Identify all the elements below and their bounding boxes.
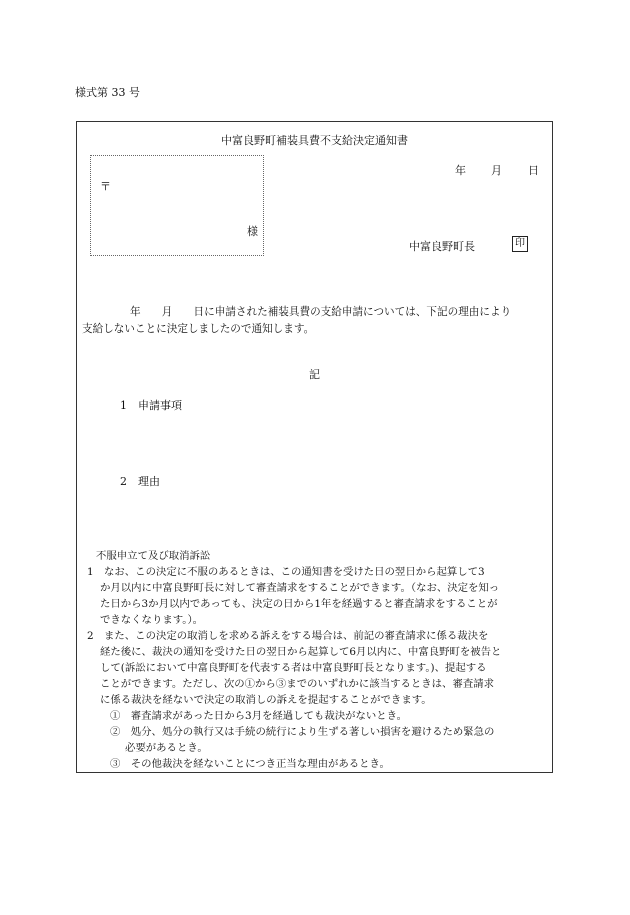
notes-line: できなくなります。）。: [100, 614, 204, 626]
notes-line: 1 なお、この決定に不服のあるときは、この通知書を受けた日の翌日から起算して3: [87, 566, 485, 578]
notes-subitem: ① 審査請求があった日から3月を経過しても裁決がないとき。: [110, 710, 408, 722]
notes-line: か月以内に中富良野町長に対して審査請求をすることができます。（なお、決定を知っ: [100, 582, 500, 594]
item-label: 申請事項: [138, 399, 182, 412]
notes-subitem: ③ その他裁決を経ないことにつき正当な理由があるとき。: [110, 758, 390, 770]
notes-subitem: 必要があるとき。: [125, 742, 208, 754]
addressee-suffix: 様: [247, 225, 258, 238]
item-label: 理由: [138, 475, 160, 488]
ki-heading: 記: [309, 368, 320, 381]
seal-mark: 印: [512, 236, 528, 252]
notes-heading: 不服申立て及び取消訴訟: [96, 550, 211, 562]
item-reason: [120, 473, 160, 489]
notes-line: に係る裁決を経ないで決定の取消しの訴えを提起することができます。: [100, 694, 432, 706]
notes-line: して(訴訟において中富良野町を代表する者は中富良野町長となります。)、提起する: [100, 662, 487, 674]
item-application: [120, 397, 182, 413]
notes-line: 経た後に、裁決の通知を受けた日の翌日から起算して6月以内に、中富良野町を被告と: [100, 646, 502, 658]
notes-subitem: ② 処分、処分の執行又は手続の続行により生ずる著しい損害を避けるため緊急の: [110, 726, 495, 738]
date-month-label: 月: [491, 164, 502, 177]
notes-line: た日から3か月以内であっても、決定の日から1年を経過すると審査請求をすることが: [100, 598, 498, 610]
item-number: 1: [120, 399, 127, 412]
intro-line: 年 月 日に申請された補装具費の支給申請については、下記の理由により: [130, 306, 512, 318]
issuer-name: 中富良野町長: [409, 240, 475, 253]
notes-line: ことができます。ただし、次の①から③までのいずれかに該当するときは、審査請求: [100, 678, 495, 690]
address-box: [90, 155, 264, 256]
date-day-label: 日: [528, 164, 539, 177]
notice-frame: [76, 121, 553, 773]
form-number: 様式第 33 号: [75, 86, 140, 99]
notes-line: 2 また、この決定の取消しを求める訴えをする場合は、前記の審査請求に係る裁決を: [87, 630, 489, 642]
date-year-label: 年: [455, 164, 466, 177]
intro-line: 支給しないことに決定しましたので通知します。: [82, 323, 315, 335]
item-number: 2: [120, 475, 127, 488]
postal-mark: 〒: [100, 180, 111, 193]
document-title: 中富良野町補装具費不支給決定通知書: [221, 134, 408, 147]
